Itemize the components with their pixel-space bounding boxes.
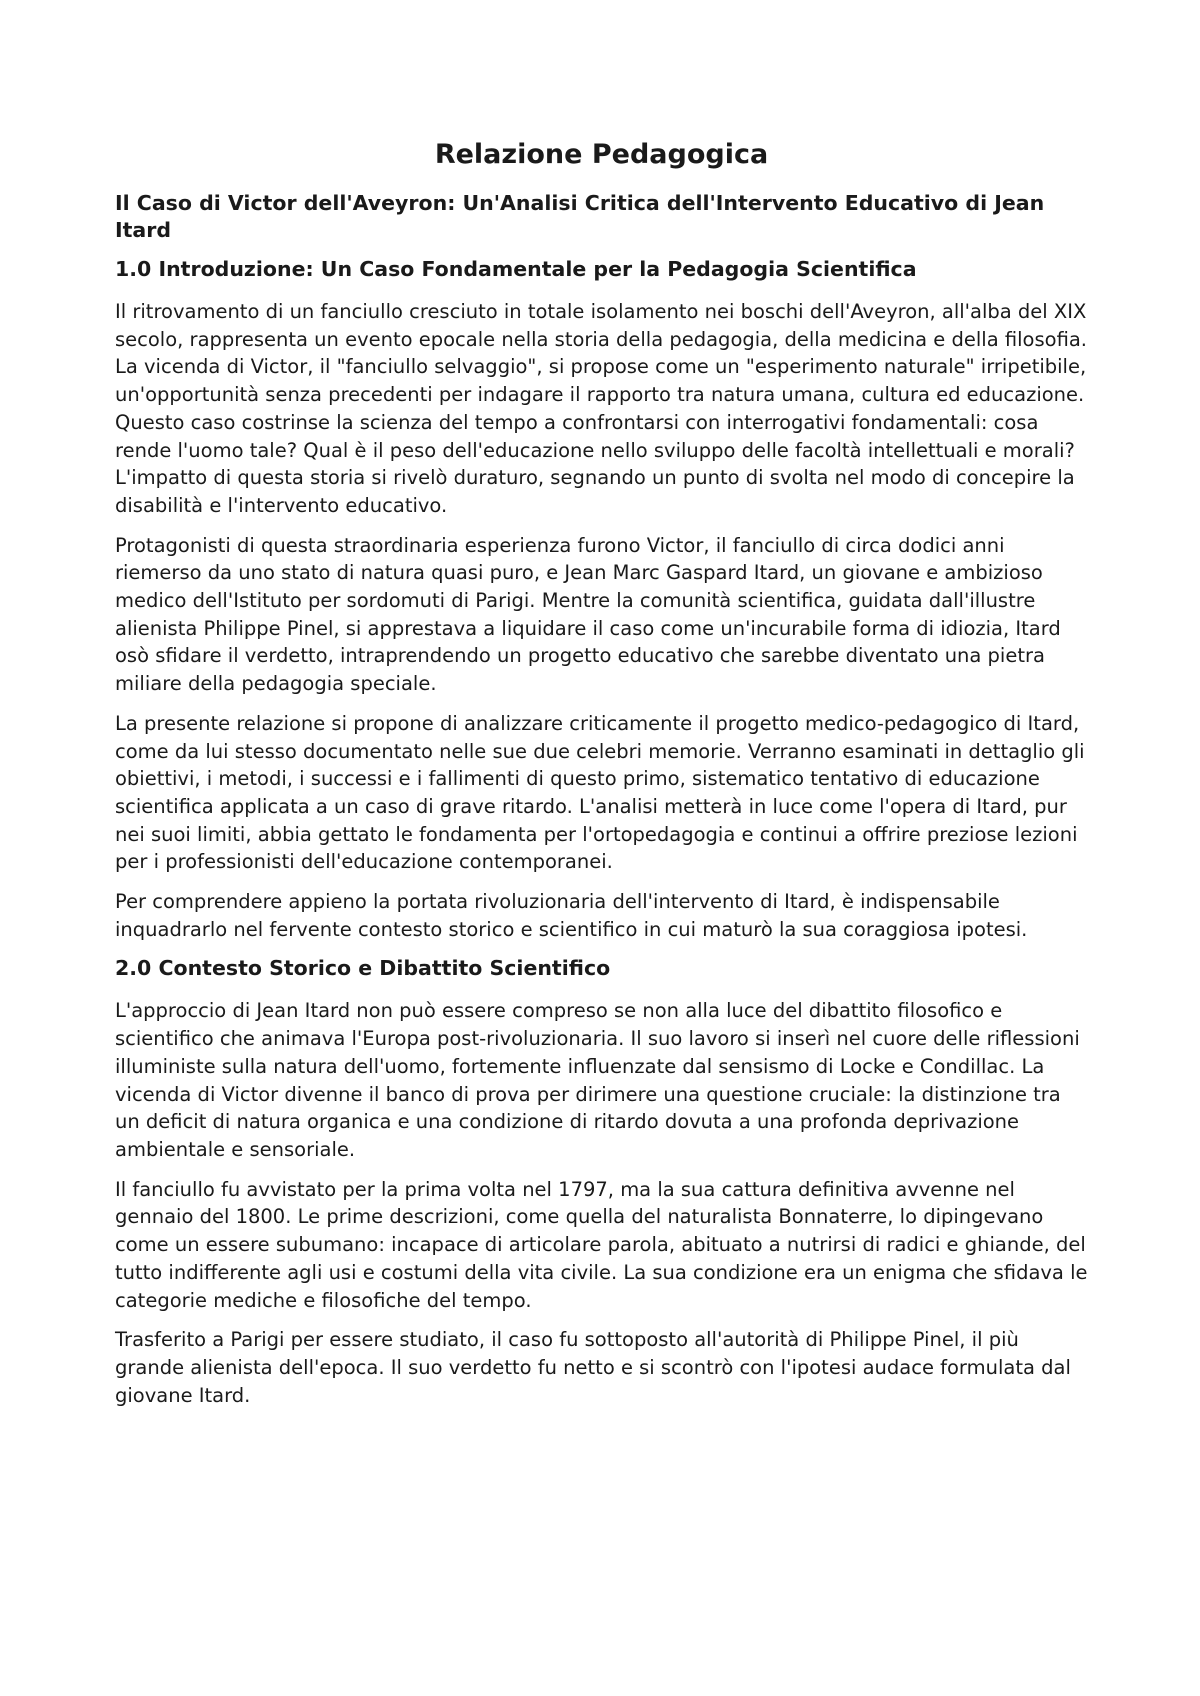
document-title: Relazione Pedagogica (434, 139, 769, 170)
paragraph: Il fanciullo fu avvistato per la prima volta nel 1797, ma la sua cattura definitiva avvenne nel gennaio del 1800. Le prime descrizioni, come quella del naturalista Bonnaterre, lo dipingevano come un essere subumano: incapace di articolare parola, abituato a nutrirsi di radici e ghiande, del tutto indifferente agli usi e costumi della vita civile. La sua condizione era un enigma che sfidava le categorie mediche e filosofiche del tempo. (115, 1177, 1088, 1312)
paragraph: Trasferito a Parigi per essere studiato, il caso fu sottoposto all'autorità di Philippe Pinel, il più grande alienista dell'epoca. Il suo verdetto fu netto e si scontrò con l'ipotesi audace formulata dal giovane Itard. (115, 1328, 1071, 1407)
section-introduzione (115, 256, 1088, 943)
section-heading: 1.0 Introduzione: Un Caso Fondamentale per la Pedagogia Scientifica (115, 257, 917, 281)
paragraph: La presente relazione si propone di analizzare criticamente il progetto medico-pedagogico di Itard, come da lui stesso documentato nelle sue due celebri memorie. Verranno esaminati in dettaglio gli obiettivi, i metodi, i successi e i fallimenti di questo primo, sistematico tentativo di educazione scientifica applicata a un caso di grave ritardo. L'analisi metterà in luce come l'opera di Itard, pur nei suoi limiti, abbia gettato le fondamenta per l'ortopedagogia e continui a offrire preziose lezioni per i professionisti dell'educazione contemporanei. (115, 711, 1085, 874)
paragraph: Per comprendere appieno la portata rivoluzionaria dell'intervento di Itard, è indispensabile inquadrarlo nel fervente contesto storico e scientifico in cui maturò la sua coraggiosa ipotesi. (115, 890, 1028, 941)
document-subtitle: Il Caso di Victor dell'Aveyron: Un'Analisi Critica dell'Intervento Educativo di Jean Itard (115, 191, 1045, 242)
paragraph: Il ritrovamento di un fanciullo cresciuto in totale isolamento nei boschi dell'Aveyron, all'alba del XIX secolo, rappresenta un evento epocale nella storia della pedagogia, della medicina e della filosofia. La vicenda di Victor, il "fanciullo selvaggio", si propose come un "esperimento naturale" irripetibile, un'opportunità senza precedenti per indagare il rapporto tra natura umana, cultura ed educazione. Questo caso costrinse la scienza del tempo a confrontarsi con interrogativi fondamentali: cosa rende l'uomo tale? Qual è il peso dell'educazione nello sviluppo delle facoltà intellettuali e morali? L'impatto di questa storia si rivelò duraturo, segnando un punto di svolta nel modo di concepire la disabilità e l'intervento educativo. (115, 300, 1088, 517)
paragraph: Protagonisti di questa straordinaria esperienza furono Victor, il fanciullo di circa dodici anni riemerso da uno stato di natura quasi puro, e Jean Marc Gaspard Itard, un giovane e ambizioso medico dell'Istituto per sordomuti di Parigi. Mentre la comunità scientifica, guidata dall'illustre alienista Philippe Pinel, si apprestava a liquidare il caso come un'incurabile forma di idiozia, Itard osò sfidare il verdetto, intraprendendo un progetto educativo che sarebbe diventato una pietra miliare della pedagogia speciale. (115, 533, 1061, 696)
paragraph: L'approccio di Jean Itard non può essere compreso se non alla luce del dibattito filosofico e scientifico che animava l'Europa post-rivoluzionaria. Il suo lavoro si inserì nel cuore delle riflessioni illuministe sulla natura dell'uomo, fortemente influenzate dal sensismo di Locke e Condillac. La vicenda di Victor divenne il banco di prova per dirimere una questione cruciale: la distinzione tra un deficit di natura organica e una condizione di ritardo dovuta a una profonda deprivazione ambientale e sensoriale. (115, 999, 1080, 1161)
section-heading: 2.0 Contesto Storico e Dibattito Scientifico (115, 956, 611, 981)
section-contesto-storico (115, 955, 1088, 1409)
